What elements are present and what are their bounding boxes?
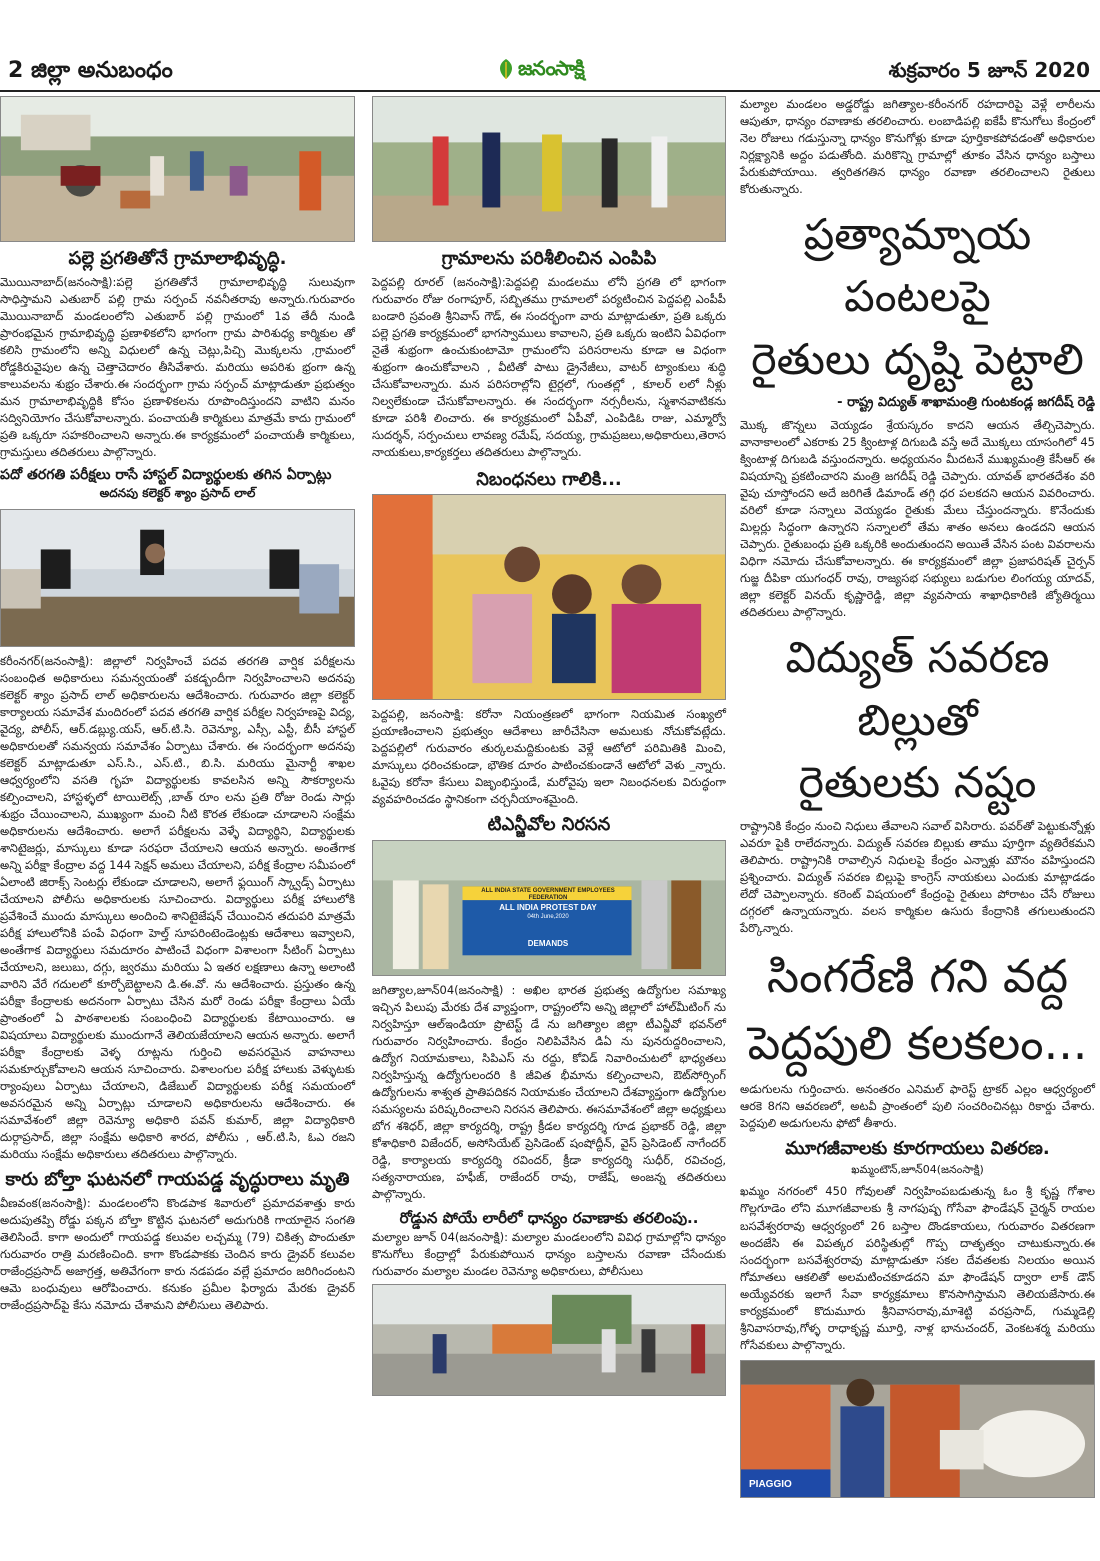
protest-banner-subtitle: ALL INDIA PROTEST DAY (499, 903, 597, 913)
officials-walking-photo (372, 96, 726, 242)
column-2 (372, 96, 726, 1396)
headline-line: సింగరేణి గని వద్ద (766, 949, 1069, 1004)
story-body: ఖమ్మం నగరంలో 450 గోవులతో నిర్వహింపబడుతున్న ఓం శ్రీ కృష్ణ గోశాల గొల్లగూడెం లోని మూగజీవాలకు శ్రీ నాగపుష్ప గోసేవా ఫౌండేషన్ చైర్మన్ రాయల బసవేశ్వరరావు ఆధ్వర్యంలో 26 బస్తాల దొండకాయలు, గురువారం వితరణగా అందజేసి ఈ విపత్కర పరిస్థితుల్లో గొప్ప దాతృత్వం చాటుకున్నారు.ఈ సందర్భంగా బసవేశ్వరరావు మాట్లాడుతూ సకల దేవతలకు నిలయం అయిన గోమాతలు ఆకలితో అలమటించకూడదని మా ఫౌండేషన్ ద్వారా లాక్ డౌన్ అయ్యేవరకు ఇలాగే సేవా కార్యక్రమాలు కొనసాగిస్తామని తెలియజేసారు.ఈ కార్యక్రమంలో కొదుమూరు శ్రీనివాసరావు,మాశెట్టి వరప్రసాద్, గుమ్మడెల్లి శ్రీనివాసరావు,గోళ్ళ రాధాకృష్ణ మూర్తి, నాళ్ల భానుచందర్, వెంకటశర్మ మరియు గోసేవకులు పాల్గొన్నారు. (740, 1184, 1095, 1352)
story-headline: రోడ్డున పోయే లారీలో ధాన్యం రవాణాకు తరలింపు.. (399, 1209, 699, 1228)
protest-photo (372, 840, 726, 976)
story-body: జగిత్యాల,జూన్04(జనంసాక్షి) : అఖిల భారత ప్రభుత్వ ఉద్యోగుల సమాఖ్య ఇచ్చిన పిలుపు మేరకు దేశ వ్యాప్తంగా, రాష్ట్రంలోని అన్ని జిల్లాలో హాల్‌మీటింగ్ ను నిర్వహిస్తూ ఆల్ఇండియా ప్రొటెస్ట్ డే ను జగిత్యాల జిల్లా టీఎన్జీవో భవన్‌లో గురువారం నిర్వహించారు. కేంద్రం నిలిపివేసిన డిఏ ను పునరుద్దరించాలని, ఉద్యోగ నియామకాలు, సిపిఎస్ ను రద్దు, కోవిడ్ నివారించుటలో భాధ్యతలు నిర్వహిస్తున్న ఉద్యోగులందరి కి జీవిత భీమాను కల్పించాలని, ఔట్‌సోర్సింగ్ ఉద్యోగులను శాశ్వత ప్రాతిపదికన నియామకం చేయాలని దేశవ్యాప్తంగా ఉద్యోగుల సమస్యలను పరిష్కరించాలని నిరసన తెలిపారు. ఈసమావేశంలో జిల్లా అధ్యక్షులు బోగ శశిధర్, జిల్లా కార్యదర్శి, రాష్ట్ర క్రీడల కార్యదర్శి గూడ ప్రభాకర్ రెడ్డి, జిల్లా కోశాధికారి విజేందర్, అసోసియేట్ ప్రెసిడెంట్ షంషోద్దీన్, వైస్ ప్రెసిడెంట్ నాగేందర్ రెడ్డి, కార్యాలయ కార్యదర్శి రవిందర్, క్రీడా కార్యదర్శి సుధీర్, రవిచంద్ర, సత్యనారాయణ, హఫీజ్, రాజేందర్ రావు, రాజేష్, అంజన్న తదితరులు పాల్గొన్నారు. (372, 983, 726, 1202)
feature-headline (740, 627, 1095, 814)
story-body: మొయినాబాద్(జనంసాక్షి):పల్లె ప్రగతితోనే గ్రామాలాభివృద్ధి సులువుగా సాధిస్తామని ఎతుబార్ పల్లి గ్రామ సర్పంచ్ నవనీతరావు అన్నారు.గురువారం మొయినాబాద్ మండలంలోని ఎతుబార్ పల్లి గ్రామంలో 1వ తేదీ నుండి ప్రారంభమైన గ్రామాభివృద్ధి ప్రణాళికలోని భాగంగా గ్రామ పారిశుధ్య కార్మికుల తో కలిసి గ్రామంలోని అన్ని విధులలో ఉన్న చెట్లు,పిచ్చి మొక్కలను ,గ్రామంలో రోడ్డకిరువైపుల ఉన్న చెత్తాచెదారం తీసివేశారు. మరియు అపరిశు భ్రంగా ఉన్న కాలువలను శుభ్రం చేశారు.ఈ సందర్భంగా గ్రామ సర్పంచ్ మాట్లాడుతూ ప్రభుత్వం మన గ్రామాలాభివృద్ధికి కోసం ప్రణాళికలను రూపొందిస్తుందని వాటిని మనం సద్వినియోగం చేసుకోవాలన్నారు. పంచాయతీ కార్మికులు మాత్రమే కాదు గ్రామంలో ప్రతి ఒక్కరూ సహకరించాలని అన్నారు.ఈ కార్యక్రమంలో పంచాయతీ కార్మికులు, గ్రామస్తులు తదితరులు పాల్గొన్నారు. (0, 274, 355, 459)
story-body: మల్యాల జూన్ 04(జనంసాక్షి): మల్యాల మండలంలోని వివిధ గ్రామాల్లోని ధాన్యం కొనుగోలు కేంద్రాల్లో పేరుకుపోయిన ధాన్యం బస్తాలను రవాణా చేసేందుకు గురువారం మల్యాల మండల రెవెన్యూ అధికారులు, పోలీసులు (372, 1230, 726, 1279)
logo-text: జనంసాక్షి (518, 56, 584, 80)
issue-date: శుక్రవారం 5 జూన్ 2020 (888, 58, 1090, 82)
feature-headline (740, 943, 1095, 1076)
story-body: రాష్ట్రానికి కేంద్రం నుంచి నిధులు తేవాలని సవాల్ విసిరారు. పవర్‌తో పెట్టుకున్నోళ్లు ఎవరూ పైకి రాలేదన్నారు. విద్యుత్ సవరణ బిల్లుకు తాము పూర్తిగా వ్యతిరేకమని తెలిపారు. రాష్ట్రానికి రావాల్సిన నిధులపై కేంద్రం ఎన్నాళ్లు మౌనం వహిస్తుందని ప్రశ్నించారు. విద్యుత్ సవరణ బిల్లుపై కాంగ్రెస్ నాయకులు ఎందుకు మాట్లాడడం లేదో చెప్పాలన్నారు. కరెంట్ విషయంలో కేంద్రంపై రైతులు పోరాటం చేసే రోజులు దగ్గరలో ఉన్నాయన్నారు. వలస కార్మికుల ఉసురు కేంద్రానికి తగులుతుందని పేర్కొన్నారు. (740, 819, 1095, 936)
story-headline: పల్లె ప్రగతితోనే గ్రామాలాభివృద్ధి. (68, 248, 287, 269)
headline-line: పెద్దపులి కలకలం... (747, 1016, 1088, 1071)
story-body: కరీంనగర్(జనంసాక్షి): జిల్లాలో నిర్వహించే పదవ తరగతి వార్షిక పరీక్షలను సంబంధిత అధికారులు సమన్వయంతో పకడ్బందీగా నిర్వహించాలని అదనపు కలెక్టర్ శ్యాం ప్రసాద్ లాల్ అధికారులను ఆదేశించారు. గురువారం జిల్లా కలెక్టర్ కార్యాలయ సమావేశ మందిరంలో పదవ తరగతి వార్షిక పరీక్షల నిర్వహణపై విద్య, వైద్య, పోలీస్, ఆర్.డబ్ల్యు.యస్, ఆర్.టి.సి. రెవెన్యూ, ఎస్సీ, ఎస్టీ, బీసీ హాస్టల్ అధికారులతో సమన్వయ సమావేశం ఏర్పాటు చేశారు. ఈ సందర్భంగా అదనపు కలెక్టర్ మాట్లాడుతూ ఎస్.సి., ఎస్.టి., బి.సి. మరియు మైనార్టీ శాఖల ఆధ్వర్యంలోని వసతి గృహ విద్యార్థులకు కావలసిన అన్ని సౌకర్యాలను కల్పించాలని, హాస్టళ్ళలో టాయిలెట్స్ ,బాత్ రూం లను ప్రతి రోజు రెండు సార్లు శుభ్రం చేయించాలని, ముఖ్యంగా మంచి నీటి కొరత లేకుండా చూడాలని సంక్షేమ అధికారులను ఆదేశించారు. అలాగే పరీక్షలను వెళ్ళే విద్యార్థిని, విద్యార్థులకు శానిటైజర్లు, మాస్కులు కూడా సరఫరా చేయాలని ఆయన అన్నారు. అంతేగాక అన్ని పరీక్షా కేంద్రాల వద్ద 144 సెక్షన్ అమలు చేయాలని, పరీక్ష కేంద్రాల సమీపంలో ఏలాంటి జిరాక్స్ సెంటర్లు లేకుండా చూడాలని, అలాగే ఫ్లయింగ్ స్క్వాడ్స్ ఏర్పాటు చేయాలని పోలీసు అధికారులకు సూచించారు. విద్యార్థులు పరీక్ష హాలులోకి ప్రవేశించే ముందు మాస్కులు అందించి శానిటైజేషన్ చేయించిన తదుపరి మాత్రమే పరీక్ష హాలులోనికి పంపే విధంగా హెల్త్ సూపరింటెండెంట్లకు ఆదేశాలు ఇవ్వాలని, అంతేగాక విద్యార్థులు సమదూరం పాటించే విధంగా విశాలంగా సీటింగ్ ఏర్పాటు చేయాలని, జలుబు, దగ్గు, జ్వరము మరియు ఏ ఇతర లక్షణాలు ఉన్నా అలాంటి వారిని వేరే గదులలో కూర్చోబెట్టాలని డి.ఈ.వో. ను ఆదేశించారు. ప్రస్తుతం ఉన్న పరీక్షా కేంద్రాలకు అదనంగా ఏర్పాటు చేసిన మరో రెండు పరీక్షా కేంద్రాలు ఏయే ప్రాంతంలో ఏ పాఠశాలలకు సంబంధించి విద్యార్థులకు కేటాయించారు. ఆ విషయాలు విద్యార్థులకు ముందుగానే తెలియజేయాలని ఆయన అన్నారు. అలాగే పరీక్షా కేంద్రాలకు వెళ్ళ రూట్లను గుర్తించి అవసరమైన వాహనాలు సమకూర్చుకోవాలని ఆయన సూచించారు. విశాలంగుల పరీక్ష హాలుకు వెళ్ళుటకు ర్యాంపులు ఏర్పాటు చేయాలని, డిజేబుల్ విద్యార్థులకు పరీక్ష సమయంలో అవసరమైన అన్ని ఏర్పాట్లు చూడాలని అధికారులను ఆదేశించారు. ఈ సమావేశంలో జిల్లా రెవెన్యూ అధికారి పవన్ కుమార్, జిల్లా విద్యాధికారి దుర్గాప్రసాద్, జిల్లా సంక్షేమ అధికారి శారద, పోలీసు , ఆర్.టి.సి, ఓఎ రజని మరియు సంక్షేమ అధికారులు తదితరులు పాల్గొన్నారు. (0, 653, 355, 1162)
story-dateline: ఖమ్మంటౌన్,జూన్04(జనంసాక్షి) (851, 1163, 984, 1177)
protest-banner-date: 04th June,2020 (527, 914, 569, 921)
newspaper-logo[interactable] (496, 54, 606, 84)
story-body: మొక్క జొన్నలు వెయ్యడం శ్రేయస్కరం కాదని ఆయన తేల్చిచెప్పారు. వానాకాలంలో ఎకరాకు 25 క్వింటాళ్ల దిగుబడి వస్తే అదే మొక్కలు యాసంగిలో 45 క్వింటాళ్ల దిగుబడి వస్తుందన్నారు. అధ్యయనం మీదటనే ముఖ్యమంత్రి కేసీఆర్ ఈ విషయాన్ని ప్రకటించారని మంత్రి జగదీష్ రెడ్డి చెప్పారు. యావత్ భారతదేశం వరి వైపు చూస్తోందని అదే జరిగితే డిమాండ్ తగ్గి ధర పలకదని ఆయన వివరించారు. వరిలో కూడా సన్నాలు వెయ్యడం రైతుకు మేలు చేస్తుందన్నారు. కొనేందుకు మిల్లర్లు సిద్ధంగా ఉన్నారని సన్నాలలో తేమ శాతం అనలు ఉండదని ఆయన చెప్పారు. రైతుబంధు ప్రతి ఒక్కరికి అందుతుందని అయితే వేసిన పంట వివరాలను విధిగా నమోదు చేసుకోవాలన్నారు. ఈ కార్యక్రమంలో జిల్లా ప్రజాపరిషత్ చైర్పన్ గుజ్జ దీపికా యుగంధర్ రావు, రాజ్యసభ సభ్యులు బడుగుల లింగయ్య యాదవ్, జిల్లా కలెక్టర్ వినయ్ కృష్ణారెడ్డి, జిల్లా వ్యవసాయ శాఖాధికారిణి జ్యోతిర్మయి తదితరులు పాల్గొన్నారు. (740, 418, 1095, 620)
headline-line: రైతులు దృష్టి పెట్టాలి (751, 334, 1084, 385)
story-headline: నిబంధనలు గాలికి... (476, 468, 622, 490)
headline-line: విద్యుత్ సవరణ బిల్లుతో (785, 633, 1050, 746)
story-byline: అదనపు కలెక్టర్ శ్యాం ప్రసాద్ లాల్ (99, 485, 256, 500)
headline-line: ప్రత్యామ్నాయ పంటలపై (803, 210, 1032, 323)
story-byline: - రాష్ట్ర విద్యుత్ శాఖామంత్రి గుంటకండ్ల జగదీష్ రెడ్డి (837, 395, 1095, 411)
crowded-auto-photo (372, 494, 726, 700)
story-body: మల్యాల మండలం అడ్డరోడ్డు జగిత్యాల-కరీంనగర్ రహదారిపై వెళ్లే లారీలను ఆపుతూ, ధాన్యం రవాణాకు తరలించారు. లంబాడిపల్లి ఐకేపీ కొనుగోలు కేంద్రంలో నెల రోజులు గడుస్తున్నా ధాన్యం కొనుగోళ్లు కూడా పూర్తికాకపోవడంతో అధికారుల నిర్లక్ష్యానికి అద్దం పడుతోంది. మరికొన్ని గ్రామాల్లో తూకం వేసిన ధాన్యం బస్తాలు పేరుకుపోయాయి. త్వరితగతిన ధాన్యం రవాణా తరలించాలని రైతులు కోరుతున్నారు. (740, 97, 1095, 197)
leaf-icon (496, 58, 516, 80)
truck-brand-text: PIAGGIO (749, 1478, 792, 1490)
headline-line: రైతులకు నష్టం (798, 758, 1037, 808)
protest-banner-demands: DEMANDS (527, 939, 569, 949)
story-body: వీణవంక(జనంసాక్షి): మండలంలోని కొండపాక శివారులో ప్రమాదవశాత్తు కారు అదుపుతప్పి రోడ్డు పక్కన బోల్తా కొట్టిన ఘటనలో అదుగురికి గాయాలైన సంగతి తెలిసిందే. కాగా అందులో గాయపడ్డ కలువల లచ్చమ్మ (79) చికిత్స పొందుతూ గురువారం రాత్రి మరణించింది. కాగా కొండపాకకు చెందిన కారు డ్రైవర్ కలువల రాజేంద్రప్రసాద్ అజాగ్రత్త, అతివేగంగా కారు నడపడం వల్లే ప్రమాదం జరిగిందంటని ఆమె బంధువులు ఆరోపించారు. కనుకం ప్రమీల ఫిర్యాదు మేరకు డ్రైవర్ రాజేంద్రప్రసాద్‌పై కేసు నమోదు చేశామని పోలీసులు తెలిపారు. (0, 1195, 355, 1312)
story-headline: పదో తరగతి పరీక్షలు రాసే హాస్టల్ విద్యార్థులకు తగిన ఏర్పాట్లు (0, 466, 332, 483)
protest-banner-title: ALL INDIA STATE GOVERNMENT EMPLOYEES FEDERATION (481, 888, 615, 902)
column-3 (740, 96, 1095, 1498)
column-1 (0, 96, 355, 1314)
meeting-photo (0, 509, 355, 647)
story-body: పెద్దపల్లి రూరల్ (జనంసాక్షి):పెద్దపల్లి మండలము లోనీ ప్రగతి లో భాగంగా గురువారం రోజు రంగాపూర్, సబ్బితము గ్రామాలలో పర్యటించిన పెద్దపల్లి ఎంపీపీ బండారి స్రవంతి శ్రీనివాస్ గౌడ్, ఈ సందర్భంగా వారు మాట్లాడుతూ, ప్రతి ఒక్కరు పల్లె ప్రగతి కార్యక్రమంలో భాగస్వాములు కావాలని, ప్రతి ఒక్కరు ఇంటిని ఏవిధంగా నైతే శుభ్రంగా ఉంచుకుంటామో గ్రామంలోని పరిసరాలను కూడా ఆ విధంగా శుభ్రంగా ఉంచుకోవాలని , వీటితో పాటు డ్రైనేజీలు, వాటర్ ట్యాంకులు శుద్ధి చేసుకోవాలన్నారు. మన పరిసరాల్లోని టైర్లలో, గుంతల్లో , కూలర్ లలో నీళ్లు నిల్వలేకుండా చేసుకోవాలన్నారు. ఈ సందర్భంగా నర్సరీలను, స్మశానవాటికను కూడా పరిశీ లించారు. ఈ కార్యక్రమంలో ఏపీవో, ఎంపిడిఓ రాజు, ఎమ్మార్వో సుదర్శన్, సర్పంచులు లావణ్య రమేష్, సదయ్య, గ్రామప్రజలు,అధికారులు,తెరాస నాయకులు,కార్యకర్తలు తదితరులు పాల్గొన్నారు. (372, 274, 726, 459)
feature-headline (740, 204, 1095, 391)
lorry-photo (372, 1284, 726, 1396)
story-body: పెద్దపల్లి, జనంసాక్షి: కరోనా నియంత్రణలో భాగంగా నియమిత సంఖ్యలో ప్రయాణించాలని ప్రభుత్వం ఆదేశాలు జారీచేసినా అమలుకు నోచుకోవట్లేదు. పెద్దపల్లిలో గురువారం తుర్కలమద్దికుంటకు వెళ్లే ఆటోలో పరిమితికి మించి, మాస్కులు ధరించకుండా, భౌతిక దూరం పాటించకుండానే ఆటోలో వెళు _న్నారు. ఓవైపు కరోనా కేసులు విజృంభిస్తుండే, మరోవైపు ఇలా నిబంధనలకు విరుద్ధంగా వ్యవహరించడం స్థానికంగా చర్చనీయాంశమైంది. (372, 707, 726, 807)
village-cleaning-photo (0, 96, 355, 242)
story-headline: టిఎన్జీవోల నిరసన (487, 814, 611, 836)
story-headline: గ్రామాలను పరిశీలించిన ఎంపిపి (441, 248, 657, 269)
cow-shelter-photo (740, 1360, 1095, 1498)
story-headline: కారు బోల్తా ఘటనలో గాయపడ్డ వృద్ధురాలు మృతి (5, 1169, 350, 1191)
page-label: 2 జిల్లా అనుబంధం (8, 58, 173, 83)
masthead (0, 52, 1100, 92)
story-headline: మూగజీవాలకు కూరగాయలు వితరణ. (785, 1137, 1050, 1159)
story-body: అడుగులను గుర్తించారు. అనంతరం ఎనిమల్ ఫారెస్ట్ ట్రాకర్ ఎల్లం ఆధ్వర్యంలో ఆరకె 8గని ఆవరణలో, అటవీ ప్రాంతంలో పులి సంచరించినట్లు రికార్డు చేశారు. పెద్దపులి అడుగులను ఫోటో తీశారు. (740, 1081, 1095, 1130)
